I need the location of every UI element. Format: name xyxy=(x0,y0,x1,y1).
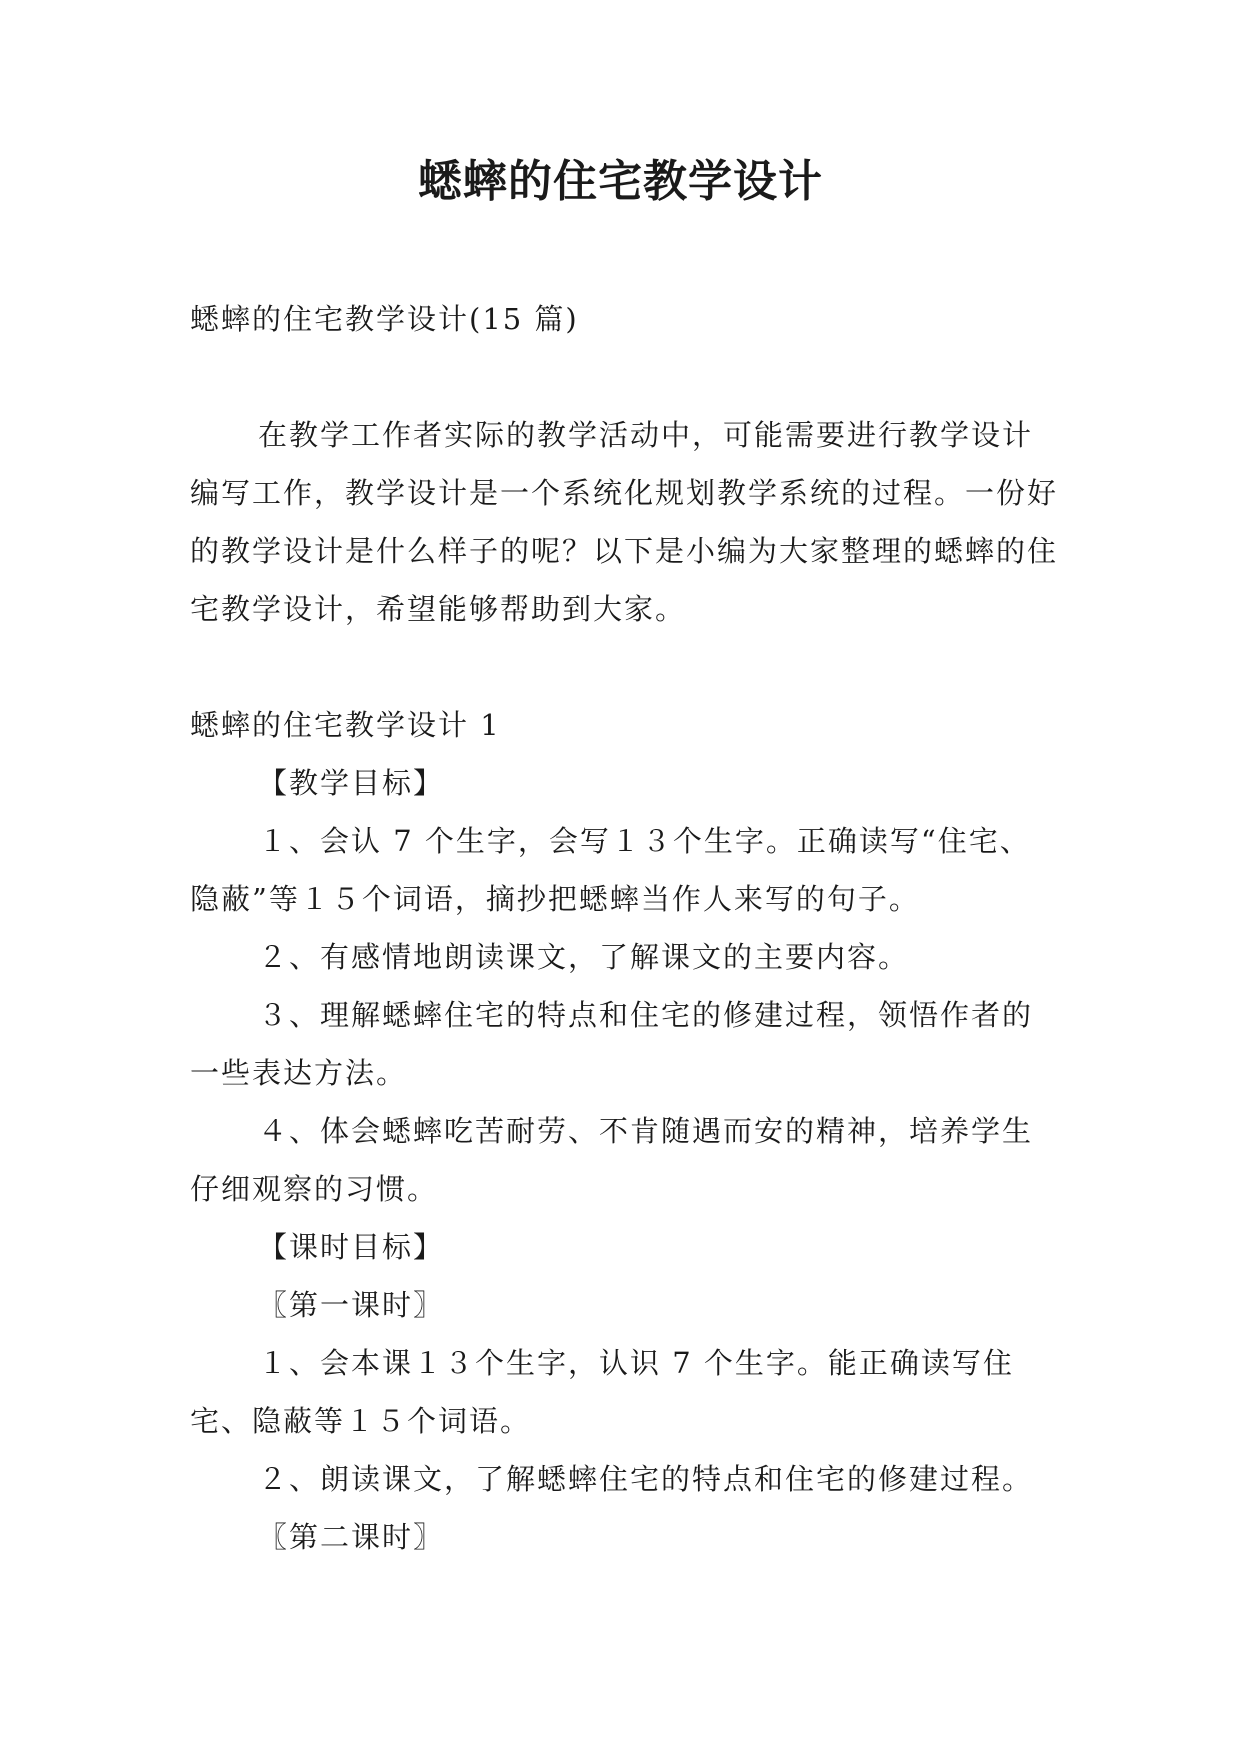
goal-item-1: １、会认 7 个生字，会写１３个生字。正确读写“住宅、隐蔽”等１５个词语，摘抄把蟋蟀当作人来写的句子。 xyxy=(190,824,1031,916)
intro-paragraph: 在教学工作者实际的教学活动中，可能需要进行教学设计编写工作，教学设计是一个系统化规划教学系统的过程。一份好的教学设计是什么样子的呢？以下是小编为大家整理的蟋蟀的住宅教学设计，希望能够帮助到大家。 xyxy=(190,418,1059,626)
document-body xyxy=(190,290,1060,1566)
document-subtitle: 蟋蟀的住宅教学设计(15 篇) xyxy=(190,302,579,336)
section-title: 蟋蟀的住宅教学设计 1 xyxy=(190,708,501,742)
goal-item-2: ２、有感情地朗读课文，了解课文的主要内容。 xyxy=(258,940,910,974)
goal-item-4: ４、体会蟋蟀吃苦耐劳、不肯随遇而安的精神，培养学生仔细观察的习惯。 xyxy=(190,1114,1034,1206)
goals-heading: 【教学目标】 xyxy=(258,766,445,800)
document-title: 蟋蟀的住宅教学设计 xyxy=(418,156,823,207)
goal-item-3: ３、理解蟋蟀住宅的特点和住宅的修建过程，领悟作者的一些表达方法。 xyxy=(190,998,1034,1090)
lesson-1-item-1: １、会本课１３个生字，认识 7 个生字。能正确读写住宅、隐蔽等１５个词语。 xyxy=(190,1346,1014,1438)
lesson-1-item-2: ２、朗读课文，了解蟋蟀住宅的特点和住宅的修建过程。 xyxy=(258,1462,1034,1496)
lesson-2-heading: 〖第二课时〗 xyxy=(258,1520,445,1554)
lesson-goals-heading: 【课时目标】 xyxy=(258,1230,445,1264)
lesson-1-heading: 〖第一课时〗 xyxy=(258,1288,445,1322)
